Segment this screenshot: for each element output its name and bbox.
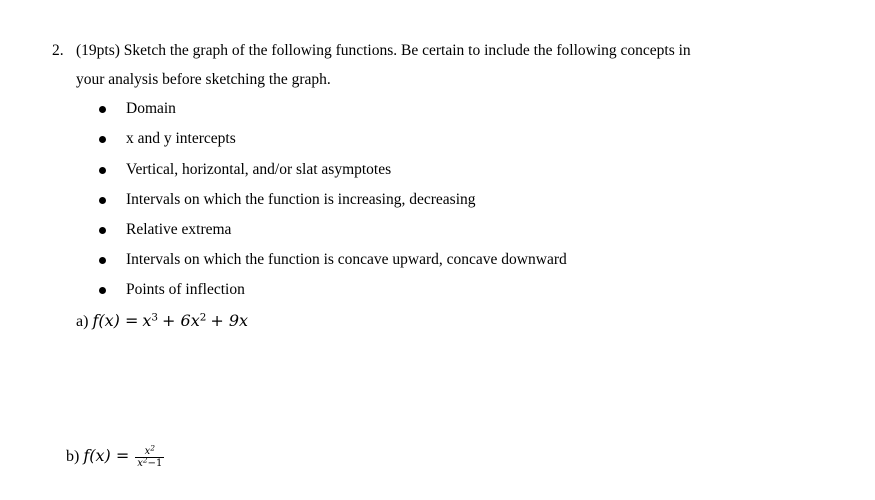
- part-a-exp-1: 3: [151, 311, 159, 324]
- concept-item: Intervals on which the function is increasing, decreasing: [126, 191, 476, 208]
- part-a-label: a): [76, 313, 89, 330]
- bullet-icon: [99, 136, 106, 143]
- concept-item: x and y intercepts: [126, 130, 236, 147]
- bullet-icon: [99, 167, 106, 174]
- part-b-denominator: $x^2-1$: [137, 455, 163, 469]
- concept-item: Points of inflection: [126, 281, 245, 298]
- part-b: [66, 443, 164, 469]
- concept-item: Relative extrema: [126, 221, 232, 238]
- part-b-numerator: $x^2$: [144, 443, 156, 457]
- concept-item: Vertical, horizontal, and/or slat asymptotes: [126, 161, 392, 178]
- part-a: [76, 311, 248, 331]
- question-number: 2.: [52, 42, 64, 59]
- bullet-icon: [99, 106, 106, 113]
- bullet-icon: [99, 197, 106, 204]
- part-a-exp-2: 2: [199, 311, 207, 324]
- part-a-term-1: x: [142, 311, 152, 330]
- part-a-term-2: + 6x: [162, 311, 200, 330]
- bullet-icon: [99, 287, 106, 294]
- part-a-lhs: f(x) =: [92, 311, 139, 330]
- part-b-lhs: f(x) =: [83, 446, 130, 466]
- part-b-label: b): [66, 448, 80, 466]
- bullet-icon: [99, 227, 106, 234]
- part-b-fraction: [135, 443, 164, 469]
- concept-item: Domain: [126, 100, 176, 117]
- question-text-line-2: your analysis before sketching the graph.: [76, 71, 331, 88]
- question-text-line-1: (19pts) Sketch the graph of the following functions. Be certain to include the following concepts in: [76, 42, 691, 59]
- bullet-icon: [99, 257, 106, 264]
- part-a-term-3: + 9x: [210, 311, 249, 330]
- concept-item: Intervals on which the function is concave upward, concave downward: [126, 251, 567, 268]
